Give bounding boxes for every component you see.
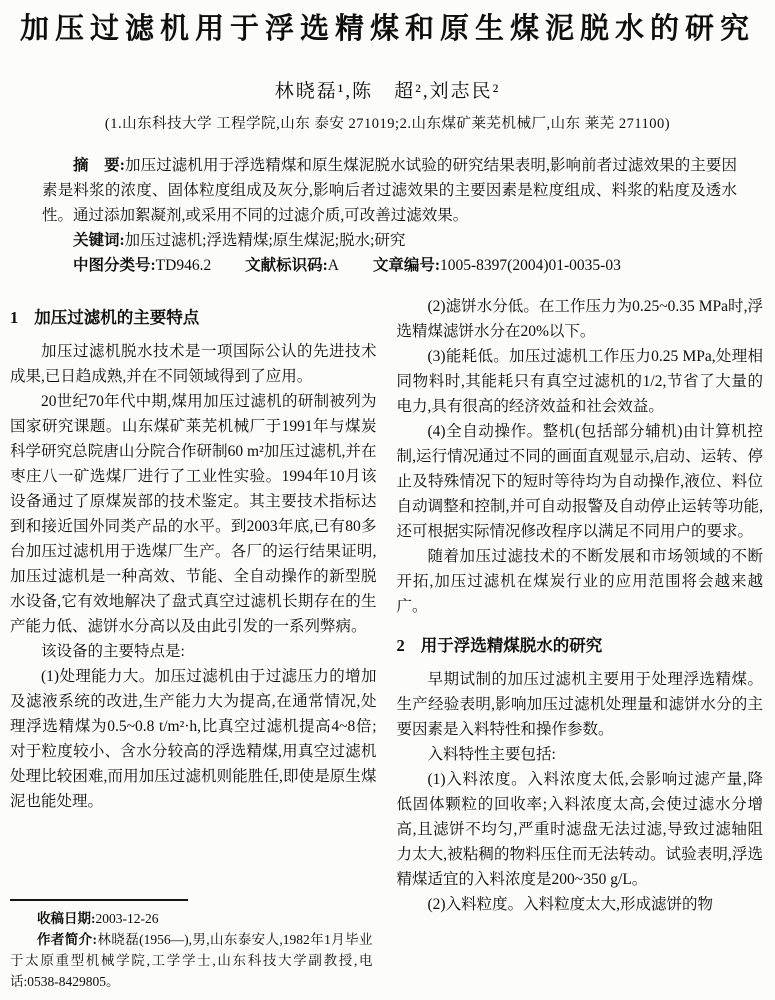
classification-line [42,253,737,278]
clc-value: TD946.2 [155,257,212,274]
paragraph: (2)滤饼水分低。在工作压力为0.25~0.35 MPa时,浮选精煤滤饼水分在20%以下。 [396,298,763,340]
footnote-divider [10,899,188,901]
page-title: 加压过滤机用于浮选精煤和原生煤泥脱水的研究 [19,13,755,45]
paragraph: 20世纪70年代中期,煤用加压过滤机的研制被列为国家研究课题。山东煤矿莱芜机械厂于1991年与煤炭科学研究总院唐山分院合作研制60 m²加压过滤机,并在枣庄八一矿选煤厂进行了工业性实验。1994年10月该设备通过了原煤炭部的技术鉴定。其主要技术指标达到和接近国外同类产品的水平。到2003年底,已有80多台加压过滤机用于选煤厂生产。各厂的运行结果证明,加压过滤机是一种高效、节能、全自动操作的新型脱水设备,它有效地解决了盘式真空过滤机长期存在的生产能力低、滤饼水分高以及由此引发的一系列弊病。 [10,393,377,635]
received-date-label: 收稿日期: [37,911,96,926]
paragraph: (4)全自动操作。整机(包括部分辅机)由计算机控制,运行情况通过不同的画面直观显示,启动、运转、停止及特殊情况下的短时等待均为自动操作,液位、料位自动调整和控制,并可自动报警及自动停止运转等功能,还可根据实际情况修改程序以满足不同用户的要求。 [396,423,763,540]
doc-code-pair [245,257,339,274]
doc-code-label: 文献标识码: [245,257,328,274]
clc-pair [73,257,211,274]
section-2-number: 2 [396,636,405,655]
author-bio-line [10,929,373,992]
paragraph: 入料特性主要包括: [427,746,556,763]
authors-line: 林晓磊¹,陈 超²,刘志民² [274,81,501,102]
affiliation-line: (1.山东科技大学 工程学院,山东 泰安 271019;2.山东煤矿莱芜机械厂,山东 莱芜 271100) [104,116,671,132]
paragraph: (1)入料浓度。入料浓度太低,会影响过滤产量,降低固体颗粒的回收率;入料浓度太高,会使过滤水分增高,且滤饼不均匀,严重时滤盘无法过滤,导致过滤轴阻力太大,被粘稠的物料压住而无法转动。试验表明,浮选精煤适宜的入料浓度是200~350 g/L。 [396,771,763,888]
paragraph: 加压过滤机脱水技术是一项国际公认的先进技术成果,已日趋成熟,并在不同领域得到了应用。 [10,343,377,385]
clc-label: 中图分类号: [73,257,156,274]
section-1-title: 加压过滤机的主要特点 [34,308,200,327]
abstract-text: 加压过滤机用于浮选精煤和原生煤泥脱水试验的研究结果表明,影响前者过滤效果的主要因素是料浆的浓度、固体粒度组成及灰分,影响后者过滤效果的主要因素是粒度组成、料浆的粘度及透水性。通过添加絮凝剂,或采用不同的过滤介质,可改善过滤效果。 [42,157,737,224]
left-column [10,294,377,994]
paragraph: (2)入料粒度。入料粒度太大,形成滤饼的物 [427,896,713,913]
abstract-paragraph [42,153,737,228]
article-id-pair [373,257,621,274]
author-bio-label: 作者简介: [37,932,98,947]
footnote-block [10,899,373,992]
abstract-block [42,153,737,278]
received-date-line [10,908,373,929]
article-id-label: 文章编号: [372,257,441,274]
article-id-value: 1005-8397(2004)01-0035-03 [440,257,621,274]
paragraph: 随着加压过滤技术的不断发展和市场领域的不断开拓,加压过滤机在煤炭行业的应用范围将会越来越广。 [396,548,763,615]
keywords-label: 关键词: [73,232,125,249]
two-column-body [10,294,763,994]
keywords-text: 加压过滤机;浮选精煤;原生煤泥;脱水;研究 [124,232,406,249]
section-1-heading [10,305,377,330]
abstract-label: 摘 要: [73,157,125,174]
paragraph: 早期试制的加压过滤机主要用于处理浮选精煤。生产经验表明,影响加压过滤机处理量和滤饼水分的主要因素是入料特性和操作参数。 [396,671,763,738]
paragraph: 该设备的主要特点是: [41,643,185,660]
section-1-number: 1 [10,308,19,327]
doc-code-value: A [327,257,339,274]
section-2-heading [397,633,764,658]
section-2-title: 用于浮选精煤脱水的研究 [420,636,603,655]
paragraph: (1)处理能力大。加压过滤机由于过滤压力的增加及滤液系统的改进,生产能力大为提高,在通常情况,处理浮选精煤为0.5~0.8 t/m²·h,比真空过滤机提高4~8倍;对于粒度较小、含水分较高的浮选精煤,用真空过滤机处理比较困难,而用加压过滤机则能胜任,即使是原生煤泥也能处理。 [10,668,377,810]
paragraph: (3)能耗低。加压过滤机工作压力0.25 MPa,处理相同物料时,其能耗只有真空过滤机的1/2,节省了大量的电力,具有很高的经济效益和社会效益。 [396,348,763,415]
received-date-value: 2003-12-26 [95,911,159,926]
author-bio-value: 林晓磊(1956—),男,山东泰安人,1982年1月毕业于太原重型机械学院,工学学士,山东科技大学副教授,电话:0538-8429805。 [10,932,373,989]
right-column [397,294,764,994]
keywords-line [42,228,737,253]
